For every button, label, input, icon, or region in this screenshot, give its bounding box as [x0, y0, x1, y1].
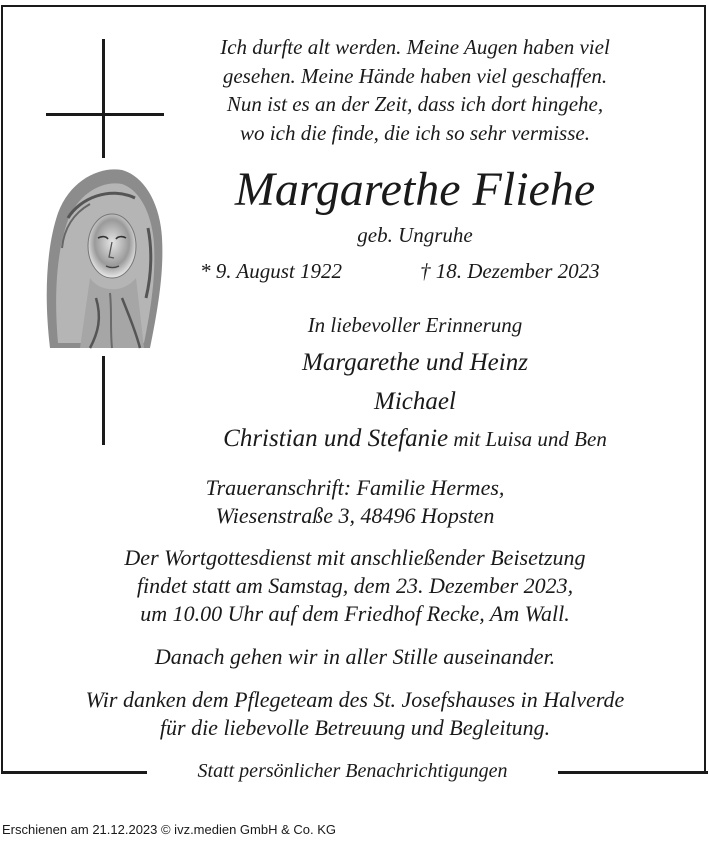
service-line: findet statt am Samstag, dem 23. Dezember 2023,	[136, 573, 574, 598]
poem-line: wo ich die finde, die ich so sehr vermisse.	[240, 120, 590, 145]
service-line: um 10.00 Uhr auf dem Friedhof Recke, Am Wall.	[140, 601, 570, 626]
stille-note: Danach gehen wir in aller Stille auseinander.	[154, 644, 556, 669]
bottom-rule-right	[558, 771, 708, 774]
mourner-line: Michael	[374, 388, 456, 415]
publication-credit: Erschienen am 21.12.2023 © ivz.medien GmbH & Co. KG	[2, 822, 337, 837]
birth-date: * 9. August 1922	[200, 259, 342, 283]
address-line: Traueranschrift: Familie Hermes,	[205, 475, 505, 500]
cross-icon-bar	[46, 113, 164, 116]
bottom-rule-left	[1, 771, 147, 774]
thanks-note	[20, 686, 690, 742]
service-line: Der Wortgottesdienst mit anschließender Beisetzung	[124, 545, 586, 570]
madonna-portrait-image	[40, 158, 167, 356]
death-date: † 18. Dezember 2023	[420, 259, 600, 283]
mourner-line: Margarethe und Heinz	[302, 349, 528, 376]
birth-name: geb. Ungruhe	[357, 223, 473, 247]
mourner-names: Christian und Stefanie	[223, 425, 449, 452]
memory-intro: In liebevoller Erinnerung	[307, 313, 523, 337]
deceased-name: Margarethe Fliehe	[234, 163, 596, 216]
mourner-grandchildren: mit Luisa und Ben	[448, 427, 607, 451]
thanks-line: Wir danken dem Pflegeteam des St. Josefshauses in Halverde	[85, 687, 625, 712]
mourning-address	[60, 474, 650, 530]
address-line: Wiesenstraße 3, 48496 Hopsten	[215, 503, 495, 528]
poem-line: Nun ist es an der Zeit, dass ich dort hingehe,	[226, 92, 604, 116]
service-info	[30, 544, 680, 628]
poem-line: Ich durfte alt werden. Meine Augen haben viel	[220, 35, 610, 59]
mourner-line	[160, 425, 670, 453]
poem	[160, 33, 670, 147]
thanks-line: für die liebevolle Betreuung und Begleitung.	[159, 715, 551, 740]
footer-label: Statt persönlicher Benachrichtigungen	[197, 760, 508, 782]
poem-line: gesehen. Meine Hände haben viel geschaffen.	[222, 63, 608, 88]
